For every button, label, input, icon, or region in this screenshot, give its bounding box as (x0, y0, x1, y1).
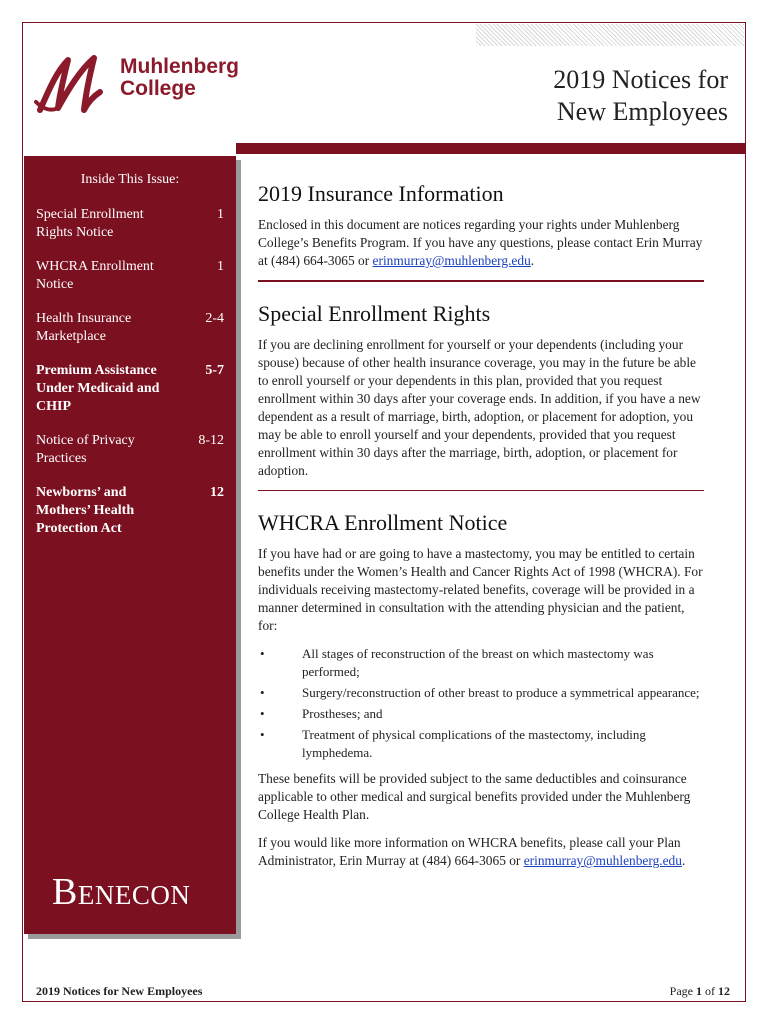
page-current: 1 (696, 984, 702, 998)
benecon-wordmark: Benecon (52, 871, 191, 913)
inside-this-issue-title: Inside This Issue: (80, 172, 180, 187)
page-word: Page (669, 984, 693, 998)
insurance-body (258, 216, 704, 270)
toc-item-label: Newborns’ and Mothers’ Health Protection Act (36, 485, 135, 536)
title-line-2: New Employees (556, 97, 728, 126)
whcra-email-link[interactable]: erinmurray@muhlenberg.edu (523, 853, 682, 869)
benecon-logo (52, 870, 190, 914)
whcra-para3-text: If you would like more information on WHCRA benefits, please call your Plan Administrator, Erin Murray at (484) 664-3065 or (258, 835, 681, 869)
toc-item-label: Notice of Privacy Practices (36, 433, 135, 466)
toc-item-label: Premium Assistance Under Medicaid and CHIP (36, 363, 160, 414)
footer-title: 2019 Notices for New Employees (36, 984, 203, 998)
toc-item[interactable] (36, 432, 224, 468)
insurance-text: Enclosed in this document are notices regarding your rights under Muhlenberg College’s Benefits Program. If you have any questions, please contact Erin Murray at (484) 664-3065 or (258, 217, 703, 268)
toc-item-page: 5-7 (205, 363, 224, 378)
section-divider (258, 490, 704, 492)
toc-item-page: 2-4 (205, 311, 224, 326)
toc-item[interactable] (36, 258, 224, 294)
header-hatch-decoration (476, 24, 744, 46)
list-item: • Surgery/reconstruction of other breast to produce a symmetrical appearance; (258, 684, 704, 702)
toc-item-page: 1 (217, 207, 224, 222)
page-title (553, 64, 728, 128)
page-number (670, 984, 730, 999)
toc-item-label: WHCRA Enrollment Notice (36, 259, 154, 292)
sidebar-shadow (236, 160, 241, 938)
toc-item[interactable] (36, 484, 224, 538)
toc-item-label: Health Insurance Marketplace (36, 311, 132, 344)
whcra-paragraph-3 (258, 834, 704, 870)
sidebar-shadow-bottom (28, 934, 241, 939)
of-word: of (705, 984, 715, 998)
toc-item[interactable] (36, 362, 224, 416)
muhlenberg-m-monogram-icon (34, 52, 118, 118)
whcra-intro: If you have had or are going to have a mastectomy, you may be entitled to certain benefits under the Women’s Health and Cancer Rights Act of 1998 (WHCRA). For individuals receiving mastectomy-related benefits, coverage will be provided in a manner determined in consultation with the attending physician and the patient, for: (258, 546, 703, 634)
list-item: • Treatment of physical complications of the mastectomy, including lymphedema. (258, 726, 704, 762)
whcra-paragraph-2: These benefits will be provided subject to the same deductibles and coinsurance applicable to other medical and surgical benefits provided under the Muhlenberg College Health Plan. (258, 771, 691, 823)
muhlenberg-logo (34, 52, 254, 122)
toc-item-page: 8-12 (198, 433, 224, 448)
whcra-para3-end: . (681, 853, 686, 869)
section-divider (258, 280, 704, 282)
contact-email-link[interactable]: erinmurray@muhlenberg.edu (372, 253, 531, 268)
insurance-heading: 2019 Insurance Information (258, 181, 504, 206)
header-bar (236, 143, 746, 154)
toc-item[interactable] (36, 206, 224, 242)
special-enrollment-heading: Special Enrollment Rights (258, 300, 491, 326)
page-total: 12 (718, 984, 730, 998)
list-item: • All stages of reconstruction of the breast on which mastectomy was performed; (258, 645, 704, 681)
whcra-bullet-list (258, 645, 704, 762)
special-enrollment-body: If you are declining enrollment for yourself or your dependents (including your spouse) because of other health insurance coverage, you may in the future be able to enroll yourself or your dependents in this plan, provided that you request enrollment within 30 days after your coverage ends. In addition, if you have a new dependent as a result of marriage, birth, adoption, or placement for adoption, you may be able to enroll yourself and your dependents, provided that you request enrollment within 30 days after the marriage, birth, adoption, or placement for adoption. (258, 336, 701, 478)
insurance-end: . (530, 253, 535, 268)
toc-item-label: Special Enrollment Rights Notice (36, 207, 144, 240)
whcra-heading: WHCRA Enrollment Notice (258, 510, 508, 536)
toc-item[interactable] (36, 310, 224, 346)
sidebar (24, 156, 236, 934)
title-line-1: 2019 Notices for (553, 65, 728, 94)
logo-line-2: College (120, 77, 196, 100)
main-content (258, 180, 704, 880)
logo-line-1: Muhlenberg (120, 55, 239, 78)
toc-item-page: 12 (210, 485, 224, 500)
toc-item-page: 1 (217, 259, 224, 274)
list-item: • Prostheses; and (258, 705, 704, 723)
